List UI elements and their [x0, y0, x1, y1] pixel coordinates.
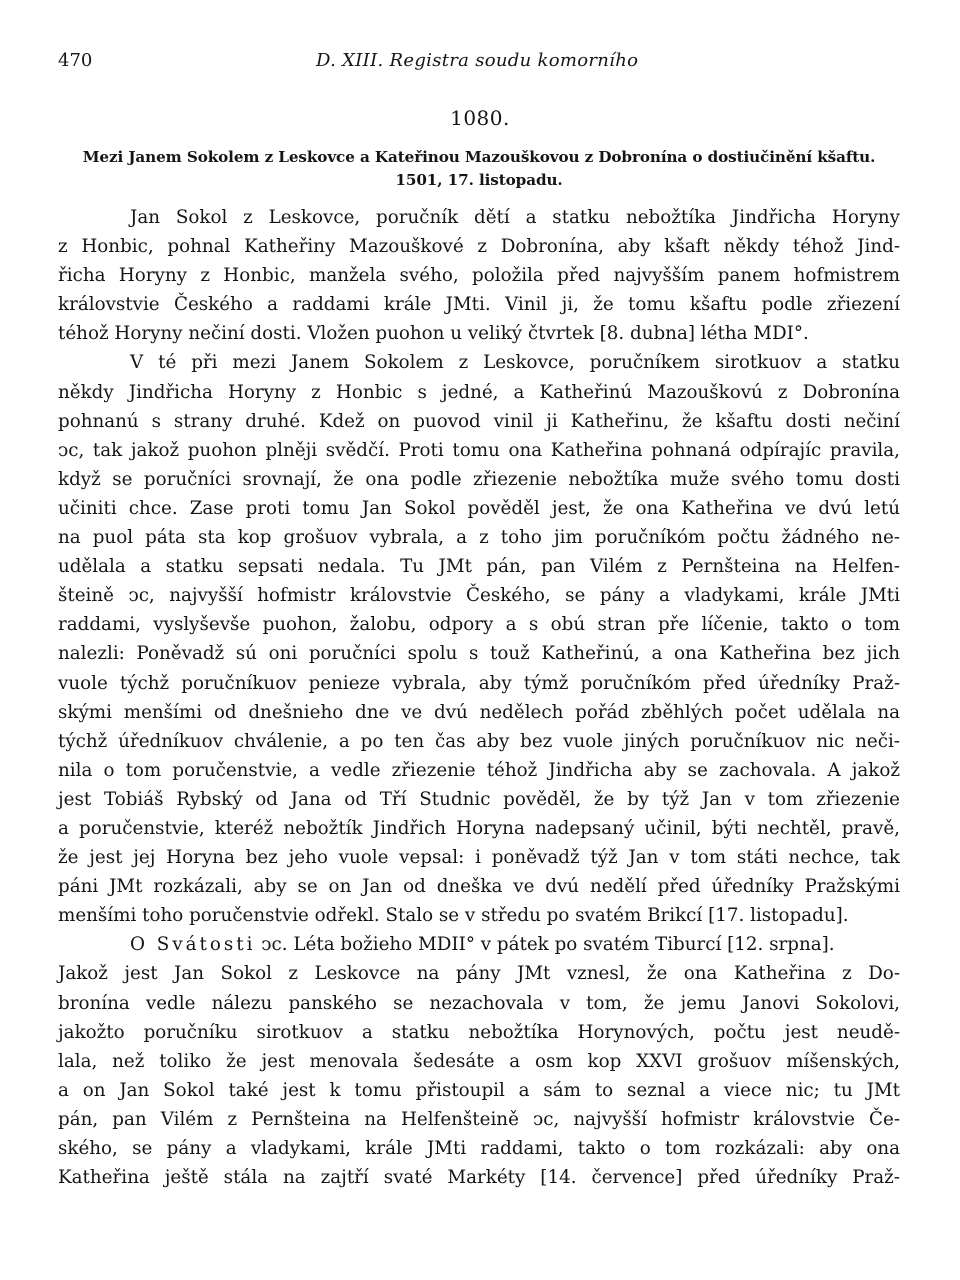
spaced-lead: O Svátosti: [130, 934, 256, 956]
text-line: Katheřina ještě stála na zajtří svaté Markéty [14. července] před úředníky Praž-: [58, 1167, 900, 1189]
text-segment: ↄc. Léta božieho MDII° v pátek po svatém Tiburcí [12. srpna].: [255, 934, 835, 956]
text-line: nalezli: Poněvadž sú oni poručníci spolu s touž Katheřinú, a ona Katheřina bez jich: [58, 643, 900, 665]
text-line: na puol páta sta kop grošuov vybrala, a z toho jim poručníkóm počtu žádného ne-: [58, 527, 900, 549]
text-line: a poručenstvie, kteréž nebožtík Jindřich Horyna nadepsaný učinil, býti nechtěl, pravě,: [58, 817, 900, 839]
text-line: jakožto poručníku sirotkuov a statku nebožtíka Horynových, počtu jest neudě-: [58, 1021, 900, 1043]
text-line: téhož Horyny nečiní dosti. Vložen puohon u veliký čtvrtek [8. dubna] létha MDI°.: [58, 323, 809, 345]
text-line: učiniti chce. Zase proti tomu Jan Sokol pověděl jest, že ona Katheřina ve dvú letú: [58, 497, 900, 519]
paragraph: [58, 348, 900, 930]
text-line: řicha Horyny z Honbic, manžela svého, položila před najvyšším panem hofmistrem: [58, 265, 900, 287]
text-line: [58, 930, 900, 959]
page-number: 470: [58, 50, 93, 71]
text-line: Jakož jest Jan Sokol z Leskovce na pány JMt vznesl, že ona Katheřina z Do-: [58, 963, 900, 985]
running-head: [58, 50, 896, 76]
text-line: Jan Sokol z Leskovce, poručník dětí a statku nebožtíka Jindřicha Horyny: [130, 207, 900, 228]
text-line: a on Jan Sokol také jest k tomu přistoupil a sám to seznal a viece nic; tu JMt: [58, 1079, 900, 1101]
text-line: někdy Jindřicha Horyny z Honbic s jedné, a Katheřinú Mazouškovú z Dobronína: [58, 381, 900, 403]
text-line: nila o tom poručenstvie, a vedle zřiezenie téhož Jindřicha aby se zachovala. A jakož: [58, 759, 900, 781]
text-line: týchž úředníkuov chválenie, a po ten čas aby bez vuole jiných poručníkuov nic neči-: [58, 730, 900, 752]
text-line: pohnanú s strany druhé. Kdež on puovod vinil ji Katheřinu, že kšaftu dosti nečiní: [58, 410, 900, 432]
document-summary: [58, 146, 900, 192]
text-line: bronína vedle nálezu panského se nezachovala v tom, že jemu Janovi Sokolovi,: [58, 992, 900, 1014]
text-line: páni JMt rozkázali, aby se on Jan od dneška ve dvú nedělí před úředníky Pražskými: [58, 876, 900, 898]
text-line: lala, než toliko že jest menovala šedesáte a osm kop XXVI grošuov míšenských,: [58, 1050, 900, 1072]
paragraph: [58, 203, 900, 348]
text-line: že jest jej Horyna bez jeho vuole vepsal: i poněvadž týž Jan v tom státi nechce, tak: [58, 847, 900, 869]
text-line: když se poručníci srovnají, že ona podle zřiezenie nebožtíka muže svého tomu dosti: [58, 468, 900, 490]
paragraph: [58, 930, 900, 1192]
text-line: skými menšími od dnešnieho dne ve dvú nedělech pořád zběhlých počet udělala na: [58, 701, 900, 723]
running-title: D. XIII. Registra soudu komorního: [316, 50, 639, 71]
body-text: [58, 203, 900, 1192]
text-line: jest Tobiáš Rybský od Jana od Tří Studnic pověděl, že by týž Jan v tom zřiezenie: [58, 788, 900, 810]
text-line: vuole týchž poručníkuov penieze vybrala, aby týmž poručníkóm před úředníky Praž-: [58, 672, 900, 694]
text-line: ského, se pány a vladykami, krále JMti raddami, takto o tom rozkázali: aby ona: [58, 1138, 900, 1159]
text-line: raddami, vyslyševše puohon, žalobu, odpory a s obú stran pře líčenie, takto o tom: [58, 614, 900, 636]
text-line: V té při mezi Janem Sokolem z Leskovce, poručníkem sirotkuov a statku: [130, 352, 900, 374]
text-line: pán, pan Vilém z Pernšteina na Helfenšteině ↄc, najvyšší hofmistr královstvie Če-: [58, 1108, 900, 1130]
text-line: královstvie Českého a raddami krále JMti. Vinil ji, že tomu kšaftu podle zřiezení: [58, 294, 900, 316]
text-line: udělala a statku sepsati nedala. Tu JMt pán, pan Vilém z Pernšteina na Helfen-: [58, 556, 900, 578]
text-line: šteině ↄc, najvyšší hofmistr královstvie Českého, se pány a vladykami, krále JMti: [58, 585, 900, 607]
summary-date: 1501, 17. listopadu.: [395, 171, 563, 189]
text-line: menšími toho poručenstvie odřekl. Stalo se v středu po svatém Brikcí [17. listopadu].: [58, 905, 849, 927]
text-line: ↄc, tak jakož puohon plněji svědčí. Proti tomu ona Katheřina pohnaná odpírajíc pravila,: [58, 439, 900, 461]
text-line: z Honbic, pohnal Katheřiny Mazouškové z Dobronína, aby kšaft někdy téhož Jind-: [58, 236, 900, 258]
summary-line: Mezi Janem Sokolem z Leskovce a Kateřinou Mazouškovou z Dobronína o dostiučinění kšaftu.: [82, 148, 876, 166]
document-number: 1080.: [450, 106, 510, 130]
